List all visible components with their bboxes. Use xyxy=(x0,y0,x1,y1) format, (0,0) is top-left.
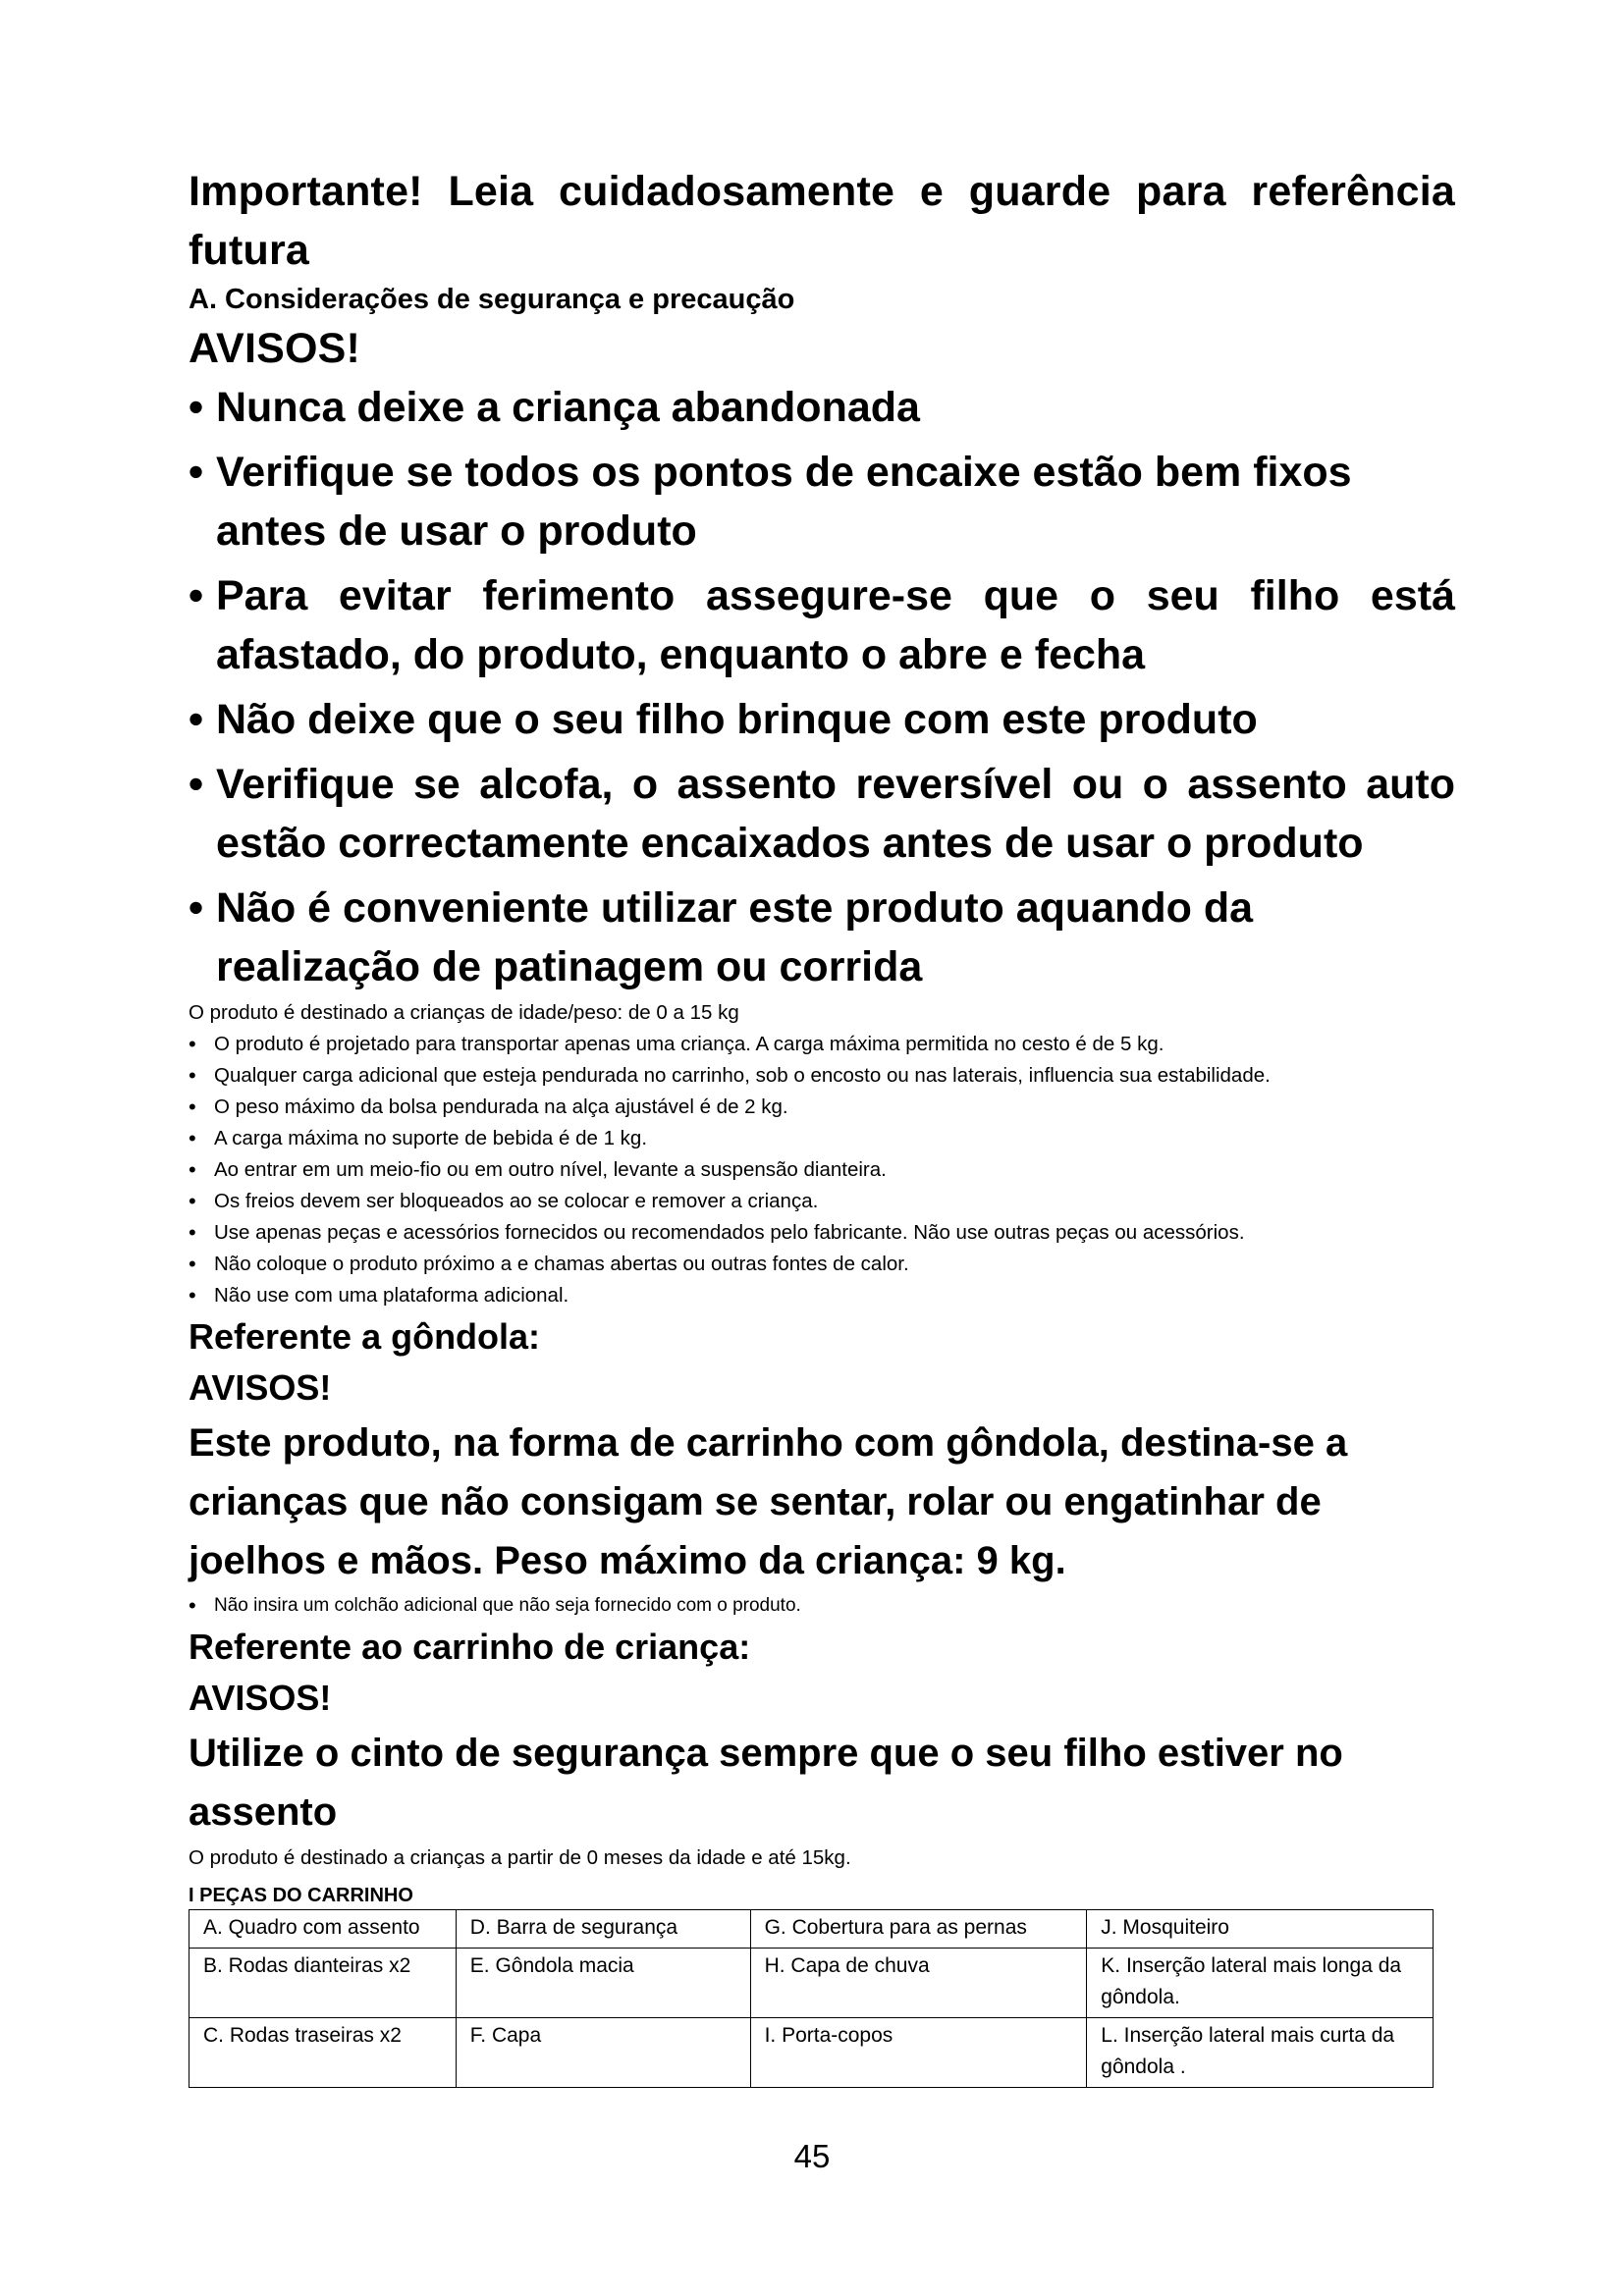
bullet-icon: • xyxy=(189,384,204,431)
warning-item: • Para evitar ferimento assegure-se que o seu filho está afastado, do produto, enquanto o abre e fecha xyxy=(189,566,1455,684)
table-row xyxy=(189,1949,1434,2018)
warning-item: • Não é conveniente utilizar este produto aquando da realização de patinagem ou corrida xyxy=(189,879,1455,996)
stroller-warnings-label: AVISOS! xyxy=(189,1678,332,1718)
table-cell: G. Cobertura para as pernas xyxy=(750,1910,1087,1949)
table-row xyxy=(189,1910,1434,1949)
page-title: Importante! Leia cuidadosamente e guarde para referência futura xyxy=(189,168,1455,274)
warning-item: • Não deixe que o seu filho brinque com este produto xyxy=(189,690,1455,749)
stroller-heading: Referente ao carrinho de criança: xyxy=(189,1627,751,1667)
table-cell: I. Porta-copos xyxy=(750,2018,1087,2088)
table-row xyxy=(189,2018,1434,2088)
page-number: 45 xyxy=(793,2138,831,2174)
section-heading: A. Considerações de segurança e precaução xyxy=(189,284,795,315)
stroller-note: O produto é destinado a crianças a partir de 0 meses da idade e até 15kg. xyxy=(189,1846,851,1869)
gondola-notes xyxy=(189,1590,1455,1622)
bullet-icon: • xyxy=(189,761,204,808)
stroller-statement: Utilize o cinto de segurança sempre que o seu filho estiver no assento xyxy=(189,1732,1343,1834)
list-item: • Os freios devem ser bloqueados ao se colocar e remover a criança. xyxy=(189,1186,1455,1217)
bullet-icon: • xyxy=(189,696,204,743)
warning-item: • Nunca deixe a criança abandonada xyxy=(189,378,1455,437)
list-item: • O peso máximo da bolsa pendurada na alça ajustável é de 2 kg. xyxy=(189,1092,1455,1123)
table-cell: K. Inserção lateral mais longa da gôndola. xyxy=(1087,1949,1434,2018)
table-cell: D. Barra de segurança xyxy=(456,1910,750,1949)
warning-item: • Verifique se todos os pontos de encaixe estão bem fixos antes de usar o produto xyxy=(189,443,1455,561)
notes-list xyxy=(189,1029,1455,1311)
warning-item: • Verifique se alcofa, o assento reversível ou o assento auto estão correctamente encaixados antes de usar o produto xyxy=(189,755,1455,873)
table-cell: F. Capa xyxy=(456,2018,750,2088)
document-page xyxy=(189,162,1455,2088)
gondola-heading: Referente a gôndola: xyxy=(189,1316,541,1357)
bullet-icon: • xyxy=(189,572,204,619)
bullet-icon: • xyxy=(189,884,204,932)
bullet-icon: • xyxy=(189,449,204,496)
gondola-warnings-label: AVISOS! xyxy=(189,1367,332,1408)
table-cell: A. Quadro com assento xyxy=(189,1910,457,1949)
table-cell: B. Rodas dianteiras x2 xyxy=(189,1949,457,2018)
gondola-statement: Este produto, na forma de carrinho com gôndola, destina-se a crianças que não consigam se sentar, rolar ou engatinhar de joelhos e mãos. Peso máximo da criança: 9 kg. xyxy=(189,1421,1348,1582)
table-cell: H. Capa de chuva xyxy=(750,1949,1087,2018)
list-item: • Não insira um colchão adicional que não seja fornecido com o produto. xyxy=(189,1590,1455,1622)
list-item: • Não use com uma plataforma adicional. xyxy=(189,1280,1455,1311)
table-cell: L. Inserção lateral mais curta da gôndola . xyxy=(1087,2018,1434,2088)
table-cell: E. Gôndola macia xyxy=(456,1949,750,2018)
list-item: • O produto é projetado para transportar apenas uma criança. A carga máxima permitida no cesto é de 5 kg. xyxy=(189,1029,1455,1060)
table-cell: J. Mosquiteiro xyxy=(1087,1910,1434,1949)
main-warnings-list xyxy=(189,378,1455,996)
list-item: • Não coloque o produto próximo a e chamas abertas ou outras fontes de calor. xyxy=(189,1249,1455,1280)
list-item: • Use apenas peças e acessórios fornecidos ou recomendados pelo fabricante. Não use outras peças ou acessórios. xyxy=(189,1217,1455,1249)
list-item: • A carga máxima no suporte de bebida é de 1 kg. xyxy=(189,1123,1455,1154)
intended-use-text: O produto é destinado a crianças de idade/peso: de 0 a 15 kg xyxy=(189,1001,739,1024)
list-item: • Qualquer carga adicional que esteja pendurada no carrinho, sob o encosto ou nas laterais, influencia sua estabilidade. xyxy=(189,1060,1455,1092)
parts-title: I PEÇAS DO CARRINHO xyxy=(189,1885,413,1906)
parts-table xyxy=(189,1909,1434,2088)
list-item: • Ao entrar em um meio-fio ou em outro nível, levante a suspensão dianteira. xyxy=(189,1154,1455,1186)
warnings-label: AVISOS! xyxy=(189,325,361,372)
table-cell: C. Rodas traseiras x2 xyxy=(189,2018,457,2088)
